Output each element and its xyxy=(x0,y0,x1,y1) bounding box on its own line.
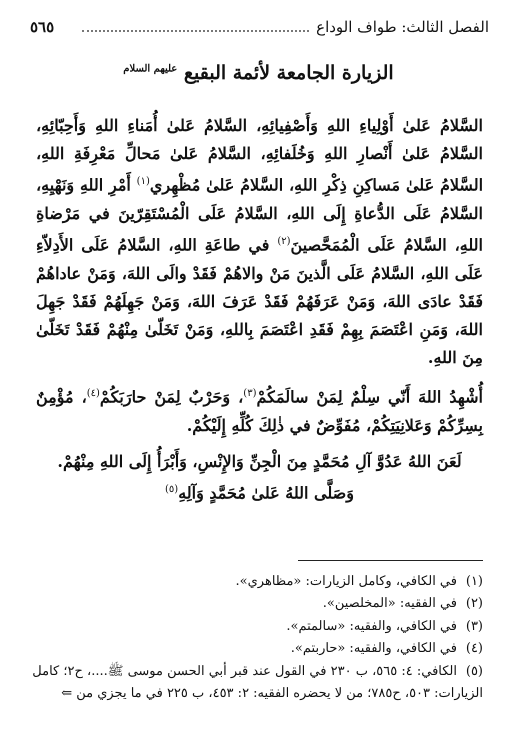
paragraph-text: ، وَحَرْبٌ لِمَنْ حارَبَكُمْ xyxy=(99,387,244,407)
paragraph-text: وَصَلَّى اللهُ عَلىٰ مُحَمَّدٍ وَآلِهِ xyxy=(178,483,354,503)
footnote-ref: (١) xyxy=(136,176,150,188)
footnote-ref: (٤) xyxy=(86,388,100,400)
paragraph-text: في طاعَةِ اللهِ، السَّلامُ عَلَى الأَدِلاّءِ عَلَى اللهِ، السَّلامُ عَلَى الَّذينَ مَنْ والاهُمْ فَقَدْ والَى اللهَ، وَمَنْ عاداهُمْ فَقَدْ عادَى اللهَ، وَمَنْ عَرَفَهُمْ فَقَدْ عَرَفَ اللهَ، وَمَنْ جَهِلَهُمْ فَقَدْ جَهِلَ اللهَ، وَمَنِ اعْتَصَمَ بِهِمْ فَقَدِ اعْتَصَمَ بِاللهِ، وَمَنْ تَخَلّىٰ مِنْهُمْ فَقَدْ تَخَلّىٰ مِنَ اللهِ. xyxy=(36,235,483,368)
footnote xyxy=(34,661,483,683)
footnote-text: في الكافي، وكامل الزيارات: «مظاهري». xyxy=(235,574,457,589)
footnote-text: في الكافي، والفقيه: «حاربتم». xyxy=(290,641,457,657)
footnote-ref: (٣) xyxy=(243,388,257,400)
paragraph-text: أَمْرِ اللهِ وَنَهْيِهِ، السَّلامُ عَلَى الدُّعاةِ إِلَى اللهِ، السَّلامُ عَلَى الْمُسْتَقِرّينَ في مَرْضاةِ اللهِ، السَّلامُ عَلَى الْمُمَحَّصينَ xyxy=(36,175,483,255)
footnote-ref: (٥) xyxy=(165,484,179,496)
paragraph-salutations xyxy=(36,112,483,372)
footnotes xyxy=(34,571,483,705)
footnote-number: (٥) xyxy=(465,663,483,679)
paragraph-testimony xyxy=(36,380,483,440)
footnote-number: (٢) xyxy=(465,596,483,612)
body-text xyxy=(36,112,483,508)
footnote-text: الكافي: ٤: ٥٦٥، ب ٢٣٠ في القول عند قبر أبي الحسن موسى ﷺ....، ح٢؛ كامل xyxy=(32,663,457,679)
footnote-number: (١) xyxy=(465,574,483,589)
footnote-ref: (٢) xyxy=(277,236,291,248)
footnote-text: في الكافي، والفقيه: «سالمتم». xyxy=(286,618,457,634)
footnote-number: (٣) xyxy=(465,618,483,634)
paragraph-blessing xyxy=(36,476,483,508)
footnote xyxy=(34,593,483,615)
paragraph-text: السَّلامُ عَلىٰ أَوْلِياءِ اللهِ وَأَصْفِيائِهِ، السَّلامُ عَلىٰ أُمَناءِ اللهِ وَأَحِبّائِهِ، السَّلامُ عَلىٰ أَنْصارِ اللهِ وَخُلَفائِهِ، السَّلامُ عَلىٰ مَحالِّ مَعْرِفَةِ اللهِ، السَّلامُ عَلىٰ مَساكِنِ ذِكْرِ اللهِ، السَّلامُ عَلىٰ مُظْهِري xyxy=(36,116,484,195)
paragraph-curse: لَعَنَ اللهُ عَدُوَّ آلِ مُحَمَّدٍ مِنَ الْجِنِّ وَالإِنْسِ، وَأَبْرَأُ إِلَى اللهِ مِنْهُمْ. xyxy=(57,452,462,472)
paragraph-text: ، مُؤْمِنٌ بِسِرِّكُمْ وَعَلانِيَتِكُمْ، مُفَوِّضٌ في ذٰلِكَ كُلِّهِ إِلَيْكُمْ. xyxy=(36,387,483,436)
footnote xyxy=(34,571,483,593)
header-dotted-leader xyxy=(82,30,309,32)
footnote-divider xyxy=(298,560,483,561)
footnote-continuation: الزيارات: ٥٠٣، ح٧٨٥؛ من لا يحضره الفقيه: ٢: ٤٥٣، ب ٢٢٥ في ما يجزي من ⇐ xyxy=(61,686,483,702)
honorific-mark: عليهم السلام xyxy=(123,63,178,75)
section-title-text: الزيارة الجامعة لأئمة البقيع xyxy=(183,62,394,84)
footnote-number: (٤) xyxy=(465,641,483,657)
page-number: ٥٦٥ xyxy=(30,18,55,36)
running-header xyxy=(30,18,489,40)
paragraph-text: أُشْهِدُ اللهَ أَنّي سِلْمٌ لِمَنْ سالَمَكُمْ xyxy=(256,387,483,407)
section-title xyxy=(0,62,517,84)
chapter-title: الفصل الثالث: طواف الوداع xyxy=(316,18,489,36)
footnote-text: في الفقيه: «المخلصين». xyxy=(322,596,457,612)
footnote xyxy=(34,616,483,638)
footnote xyxy=(34,638,483,660)
